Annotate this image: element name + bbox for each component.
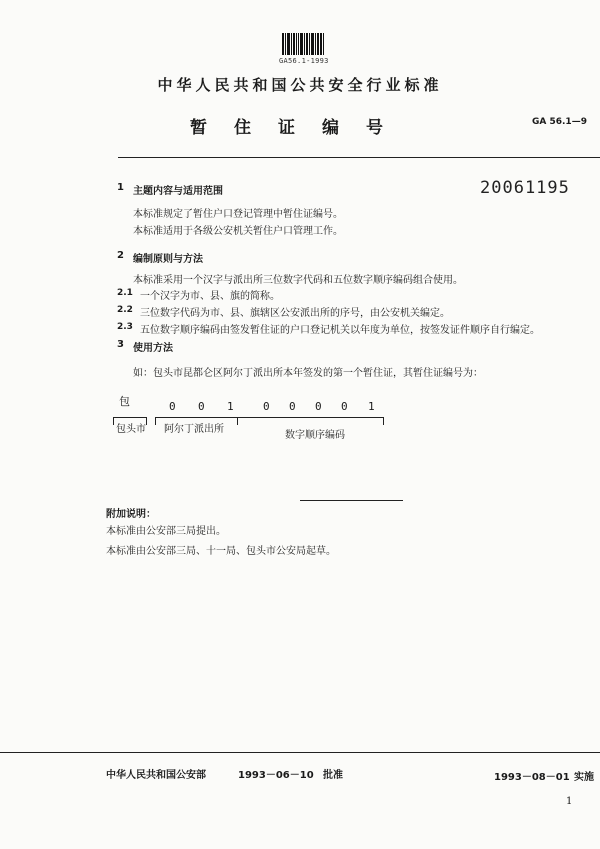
section-1-number: 1 [117, 182, 124, 193]
footer-rule [0, 752, 600, 753]
example-digit-4: 0 [263, 400, 270, 413]
footer-issuer: 中华人民共和国公安部 [106, 770, 206, 781]
bracket-sequence [238, 417, 384, 418]
footer-effective-date: 1993－08－01 [494, 772, 570, 783]
section-1-para-1: 本标准规定了暂住户口登记管理中暂住证编号。 [133, 209, 343, 220]
barcode [282, 33, 330, 55]
example-digit-5: 0 [289, 400, 296, 413]
bracket-station [155, 417, 238, 418]
section-1-para-2: 本标准适用于各级公安机关暂住户口管理工作。 [133, 226, 343, 237]
example-digit-3: 1 [227, 400, 234, 413]
item-2-2-number: 2.2 [117, 305, 133, 315]
section-2-number: 2 [117, 250, 124, 261]
bracket-station-right [237, 417, 238, 425]
example-digit-2: 0 [198, 400, 205, 413]
standard-code: GA 56.1—9 [532, 117, 587, 127]
section-2-para: 本标准采用一个汉字与派出所三位数字代码和五位数字顺序编码组合使用。 [133, 275, 463, 286]
section-3-heading: 使用方法 [133, 343, 173, 354]
footer-effective-label: 实施 [574, 772, 594, 783]
page-number: 1 [566, 796, 573, 807]
bracket-city [113, 417, 147, 418]
appendix-heading: 附加说明： [106, 509, 156, 520]
appendix-rule [300, 500, 403, 501]
barcode-text: GA56.1-1993 [279, 57, 329, 65]
example-digit-7: 0 [341, 400, 348, 413]
example-digit-6: 0 [315, 400, 322, 413]
example-digit-8: 1 [368, 400, 375, 413]
bracket-city-right [146, 417, 147, 425]
label-station: 阿尔丁派出所 [164, 424, 224, 435]
appendix-line-1: 本标准由公安部三局提出。 [106, 526, 226, 537]
item-2-1-text: 一个汉字为市、县、旗的简称。 [140, 291, 280, 302]
handwritten-number: 20061195 [480, 178, 570, 198]
item-2-3-number: 2.3 [117, 322, 133, 332]
section-3-para: 如：包头市昆都仑区阿尔丁派出所本年签发的第一个暂住证，其暂住证编号为： [133, 368, 483, 379]
label-sequence: 数字顺序编码 [285, 430, 345, 441]
standard-category: 中华人民共和国公共安全行业标准 [157, 76, 443, 94]
header-rule [118, 157, 600, 158]
footer-approved-date: 1993－06－10 [238, 770, 314, 781]
section-3-number: 3 [117, 339, 124, 350]
section-2-heading: 编制原则与方法 [133, 254, 203, 265]
item-2-2-text: 三位数字代码为市、县、旗辖区公安派出所的序号，由公安机关编定。 [140, 308, 450, 319]
bracket-sequence-right [383, 417, 384, 425]
bracket-station-left [155, 417, 156, 425]
section-1-heading: 主题内容与适用范围 [133, 186, 223, 197]
item-2-1-number: 2.1 [117, 288, 133, 298]
item-2-3-text: 五位数字顺序编码由签发暂住证的户口登记机关以年度为单位，按签发证件顺序自行编定。 [140, 325, 540, 336]
example-digit-1: 0 [169, 400, 176, 413]
bracket-city-left [113, 417, 114, 425]
example-char-city: 包 [119, 395, 130, 408]
document-title: 暂住证编号 [190, 118, 410, 138]
label-city: 包头市 [116, 424, 146, 435]
appendix-line-2: 本标准由公安部三局、十一局、包头市公安局起草。 [106, 546, 336, 557]
footer-approved-label: 批准 [323, 770, 343, 781]
